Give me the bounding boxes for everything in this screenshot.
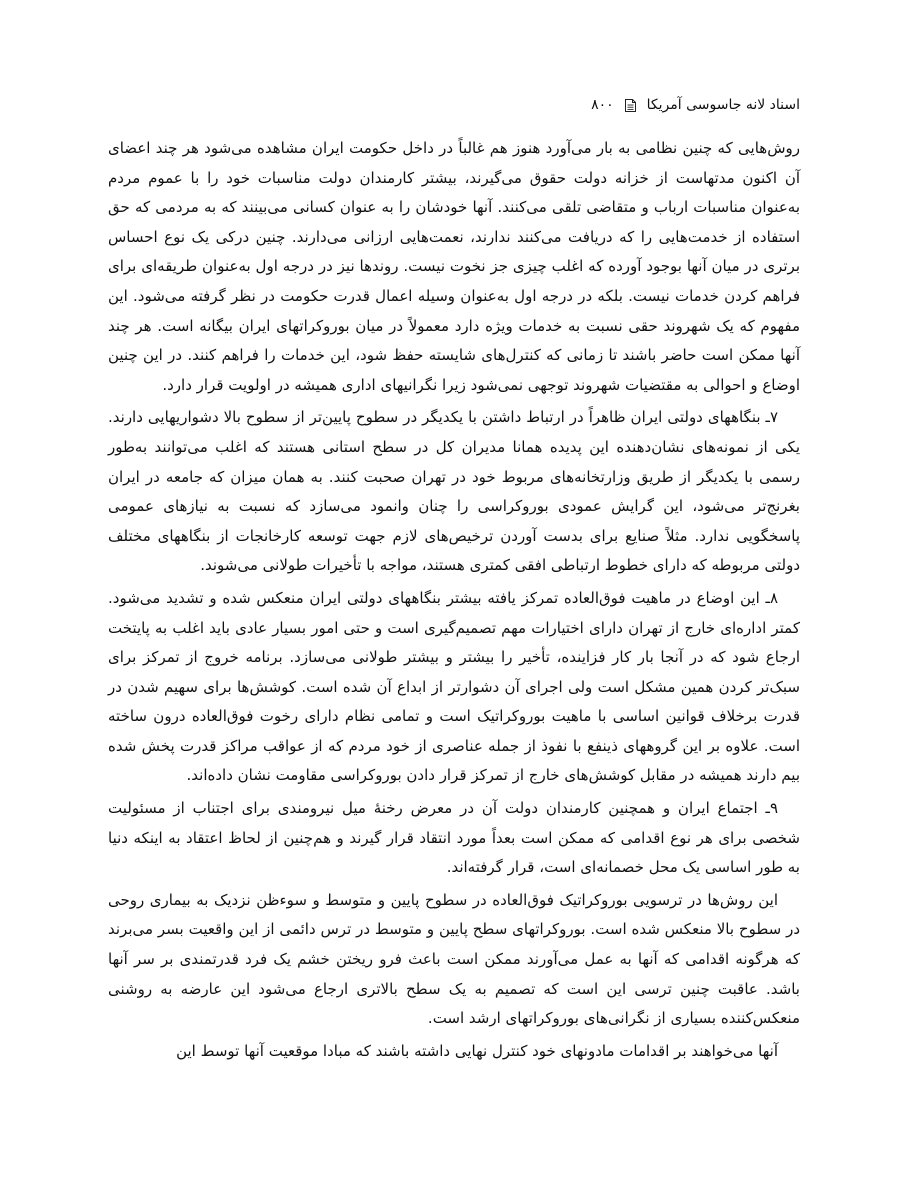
body-text [108,134,800,1069]
page-number: ۸۰۰ [591,97,614,113]
paragraph-5: این روش‌ها در ترسویی بوروکراتیک فوق‌العاده در سطوح پایین و متوسط و سوءظن نزدیک به بیماری روحی در سطوح بالا منعکس شده است. بوروکراتهای سطح پایین و متوسط در ترس دائمی از این واقعیت بسر می‌برند که هرگونه اقدامی که آنها به عمل می‌آورند ممکن است باعث فرو ریختن خشم یک فرد قدرتمندی بر سر آنها باشد. عاقبت چنین ترسی این است که تصمیم به یک سطح بالاتری ارجاع می‌شود این عارضه به روشنی منعکس‌کننده بسیاری از نگرانی‌های بوروکراتهای ارشد است. [108,890,800,1028]
document-icon [624,98,637,113]
paragraph-4: ۹ـ اجتماع ایران و همچنین کارمندان دولت آن در معرض رخنهٔ میل نیرومندی برای اجتناب از مسئولیت شخصی برای هر نوع اقدامی که ممکن است بعداً مورد انتقاد قرار گیرند و هم‌چنین از لحاظ اعتقاد به اینکه دنیا به طور اساسی یک محل خصمانه‌ای است، قرار گرفته‌اند. [108,799,800,877]
paragraph-2: ۷ـ بنگاههای دولتی ایران ظاهراً در ارتباط داشتن با یکدیگر در سطوح پایین‌تر از سطوح بالا دشواریهایی دارند. یکی از نمونه‌های نشان‌دهنده این پدیده همانا مدیران کل در سطح استانی هستند که اغلب می‌توانند به‌طور رسمی با یکدیگر از طریق وزارتخانه‌های مربوط خود در تهران صحبت کنند. به همان میزان که جامعه در ایران بغرنج‌تر می‌شود، این گرایش عمودی بوروکراسی را چنان وانمود می‌سازد که نسبت به نیازهای عمومی پاسخگویی ندارد. مثلاً صنایع برای بدست آوردن ترخیص‌های لازم جهت توسعه کارخانجات از بنگاههای مختلف دولتی مربوطه که دارای خطوط ارتباطی افقی کمتری هستند، مواجه با تأخیرات طولانی می‌شوند. [108,408,800,575]
paragraph-6: آنها می‌خواهند بر اقدامات مادونهای خود کنترل نهایی داشته باشند که مبادا موقعیت آنها توسط این [176,1041,778,1060]
paragraph-1: روش‌هایی که چنین نظامی به بار می‌آورد هنوز هم غالباً در داخل حکومت ایران مشاهده می‌شود هر چند اعضای آن اکنون مدتهاست از خزانه دولت حقوق می‌گیرند، بیشتر کارمندان دولت مناسبات خود را با عموم مردم به‌عنوان مناسبات ارباب و متقاضی تلقی می‌کنند. آنها خودشان را به عنوان کسانی می‌بینند که به مردمی که حق استفاده از خدمت‌هایی را که دریافت می‌کنند ندارند، نعمت‌هایی ارزانی می‌دارند. چنین درکی یک نوع احساس برتری در میان آنها بوجود آورده که اغلب چیزی جز نخوت نیست. روندها نیز در درجه اول به‌عنوان طریقه‌ای برای فراهم کردن خدمات نیست. بلکه در درجه اول به‌عنوان وسیله اعمال قدرت حکومت در نظر گرفته می‌شود. این مفهوم که یک شهروند حقی نسبت به خدمات ویژه دارد معمولاً در میان بوروکراتهای ایران بیگانه است. هر چند آنها ممکن است حاضر باشند تا زمانی که کنترل‌های شایسته حفظ شود، این خدمات را فراهم کنند. در این چنین اوضاع و احوالی به مقتضیات شهروند توجهی نمی‌شود زیرا نگرانیهای اداری همیشه در اولویت قرار دارد. [108,139,800,394]
running-header [108,92,800,118]
header-title: اسناد لانه جاسوسی آمریکا [646,97,800,113]
paragraph-3: ۸ـ این اوضاع در ماهیت فوق‌العاده تمرکز یافته بیشتر بنگاههای دولتی ایران منعکس شده و تشدید می‌شود. کمتر اداره‌ای خارج از تهران دارای اختیارات مهم تصمیم‌گیری است و حتی امور بسیار عادی باید اغلب به پایتخت ارجاع شود که در آنجا بار کار فزاینده، تأخیر را بیشتر و بیشتر طولانی می‌سازد. برنامه خروج از تمرکز برای سبک‌تر کردن همین مشکل است ولی اجرای آن دشوارتر از ابداع آن شده است. کوشش‌ها برای سهیم شدن در قدرت برخلاف قوانین اساسی با ماهیت بوروکراتیک است و تمامی نظام دارای رخوت فوق‌العاده درون ساخته است. علاوه بر این گروههای ذینفع با نفوذ از جمله عناصری از خود مردم که از عواقب مراکز قدرت پخش شده بیم دارند همیشه در مقابل کوشش‌های خارج از تمرکز قرار دادن بوروکراسی مقاومت نشان داده‌اند. [108,588,800,785]
